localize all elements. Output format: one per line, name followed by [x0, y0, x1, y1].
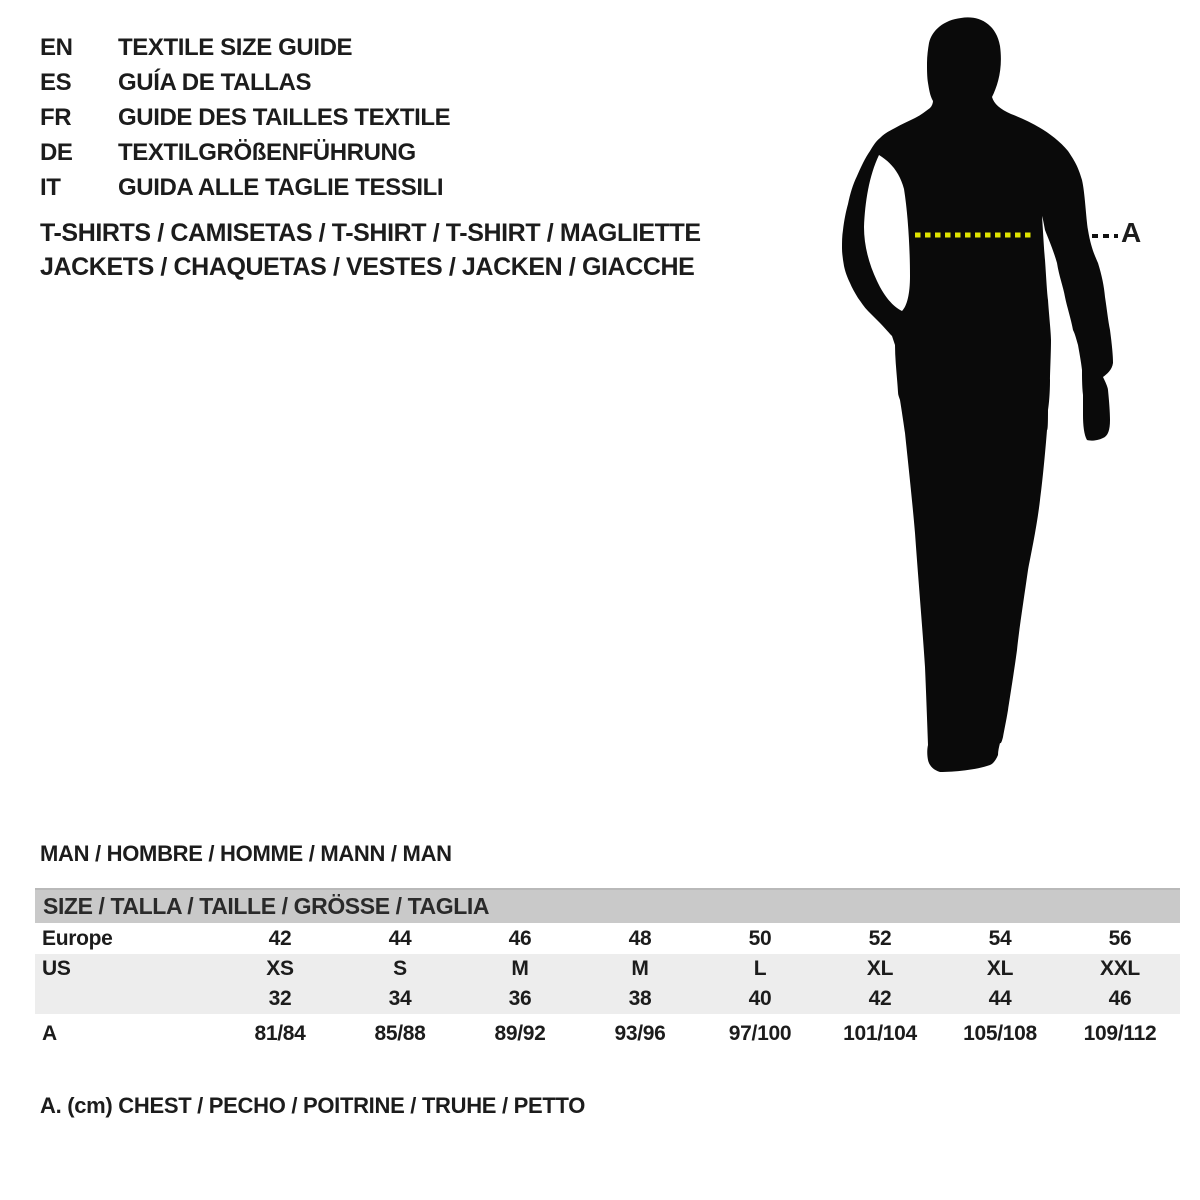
table-row-us — [35, 954, 1180, 984]
cell: XL — [986, 957, 1014, 980]
cell: 85/88 — [374, 1022, 426, 1045]
cell: 34 — [388, 987, 412, 1010]
measurement-footnote: A. (cm) CHEST / PECHO / POITRINE / TRUHE / PETTO — [40, 1093, 586, 1118]
cell: 48 — [628, 926, 652, 950]
language-code: FR — [40, 103, 72, 131]
language-list — [40, 30, 450, 205]
garment-categories — [40, 216, 701, 284]
cell: S — [393, 957, 407, 980]
cell: 42 — [868, 987, 892, 1010]
category-line-jackets: JACKETS / CHAQUETAS / VESTES / JACKEN / GIACCHE — [40, 253, 695, 281]
language-code: EN — [40, 33, 73, 61]
language-label: GUIDA ALLE TAGLIE TESSILI — [118, 173, 444, 201]
language-code: ES — [40, 68, 72, 96]
man-silhouette-svg — [840, 8, 1120, 788]
man-silhouette-figure — [840, 8, 1120, 788]
row-label: US — [42, 957, 71, 980]
table-row-europe — [35, 923, 1180, 954]
cell: 44 — [988, 987, 1012, 1010]
cell: M — [511, 957, 529, 980]
cell: XS — [266, 957, 294, 980]
size-table — [35, 888, 1180, 1054]
cell: XL — [866, 957, 894, 980]
language-row — [40, 170, 450, 205]
measure-label-a: A — [1121, 217, 1142, 248]
language-row — [40, 100, 450, 135]
cell: 101/104 — [843, 1022, 917, 1045]
cell: 46 — [1108, 987, 1132, 1010]
row-label: Europe — [42, 926, 113, 950]
language-code: DE — [40, 138, 73, 166]
cell: XXL — [1100, 957, 1140, 980]
cell: 46 — [508, 926, 532, 950]
cell: 44 — [388, 926, 412, 950]
size-table-header: SIZE / TALLA / TAILLE / GRÖSSE / TAGLIA — [35, 888, 1180, 923]
cell: 42 — [268, 926, 292, 950]
cell: 32 — [268, 987, 292, 1010]
cell: 38 — [628, 987, 652, 1010]
language-row — [40, 30, 450, 65]
cell: 109/112 — [1083, 1022, 1157, 1045]
man-silhouette-shape — [842, 17, 1113, 772]
language-label: TEXTILE SIZE GUIDE — [118, 33, 353, 61]
language-code: IT — [40, 173, 61, 201]
cell: 52 — [868, 926, 892, 950]
cell: 89/92 — [494, 1022, 546, 1045]
cell: 36 — [508, 987, 532, 1010]
cell: 50 — [748, 926, 772, 950]
language-row — [40, 135, 450, 170]
cell: 81/84 — [254, 1022, 306, 1045]
cell: 40 — [748, 987, 772, 1010]
table-row-chest-cm — [35, 1014, 1180, 1054]
cell: 56 — [1108, 926, 1132, 950]
cell: 97/100 — [728, 1022, 792, 1045]
cell: M — [631, 957, 649, 980]
language-label: GUIDE DES TAILLES TEXTILE — [118, 103, 451, 131]
language-label: TEXTILGRÖßENFÜHRUNG — [118, 138, 416, 166]
language-row — [40, 65, 450, 100]
table-row-us-numeric — [35, 984, 1180, 1014]
cell: 54 — [988, 926, 1012, 950]
cell: 93/96 — [614, 1022, 666, 1045]
section-title-man: MAN / HOMBRE / HOMME / MANN / MAN — [40, 841, 452, 866]
cell: 105/108 — [963, 1022, 1037, 1045]
row-label: A — [42, 1022, 57, 1045]
category-line-tshirts: T-SHIRTS / CAMISETAS / T-SHIRT / T-SHIRT / MAGLIETTE — [40, 219, 701, 247]
cell: L — [753, 957, 767, 980]
language-label: GUÍA DE TALLAS — [118, 68, 312, 96]
